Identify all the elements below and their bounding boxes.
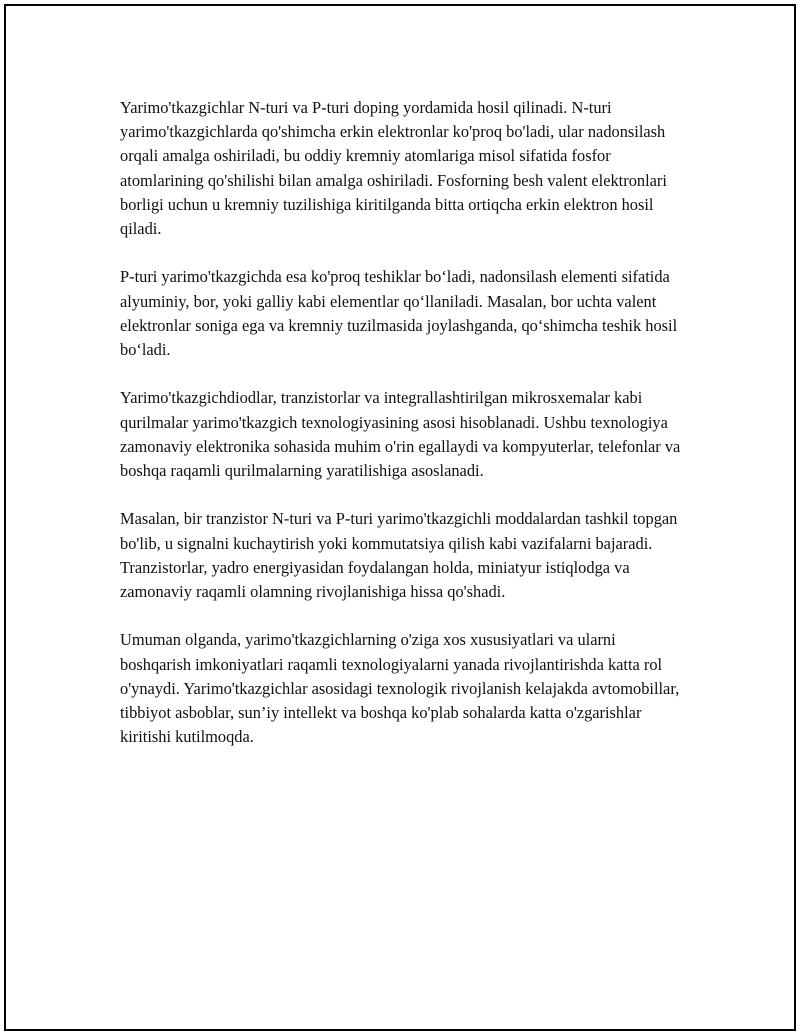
paragraph-3: Yarimo'tkazgichdiodlar, tranzistorlar va integrallashtirilgan mikrosxemalar kabi qurilmalar yarimo'tkazgich texnologiyasining asosi hisoblanadi. Ushbu texnologiya zamonaviy elektronika sohasida muhim o'rin egallaydi va kompyuterlar, telefonlar va boshqa raqamli qurilmalarning yaratilishiga asoslanadi. [120,388,681,481]
paragraph-2: P-turi yarimo'tkazgichda esa ko'proq teshiklar boʻladi, nadonsilash elementi sifatida alyuminiy, bor, yoki galliy kabi elementlar qoʻllaniladi. Masalan, bor uchta valent elektronlar soniga ega va kremniy tuzilmasida joylashganda, qoʻshimcha teshik hosil boʻladi. [120,267,678,360]
paragraph-4: Masalan, bir tranzistor N-turi va P-turi yarimo'tkazgichli moddalardan tashkil topgan bo'lib, u signalni kuchaytirish yoki kommutatsiya qilish kabi vazifalarni bajaradi. Tranzistorlar, yadro energiyasidan foydalangan holda, miniatyur istiqlodga va zamonaviy raqamli olamning rivojlanishiga hissa qo'shadi. [120,509,678,602]
document-page [4,4,796,1031]
paragraph-1: Yarimo'tkazgichlar N-turi va P-turi doping yordamida hosil qilinadi. N-turi yarimo'tkazgichlarda qo'shimcha erkin elektronlar ko'proq bo'ladi, ular nadonsilash orqali amalga oshiriladi, bu oddiy kremniy atomlariga misol sifatida fosfor atomlarining qo'shilishi bilan amalga oshiriladi. Fosforning besh valent elektronlari borligi uchun u kremniy tuzilishiga kiritilganda bitta ortiqcha erkin elektron hosil qiladi. [120,98,667,239]
paragraph-5: Umuman olganda, yarimo'tkazgichlarning o'ziga xos xususiyatlari va ularni boshqarish imkoniyatlari raqamli texnologiyalarni yanada rivojlantirishda katta rol o'ynaydi. Yarimo'tkazgichlar asosidagi texnologik rivojlanish kelajakda avtomobillar, tibbiyot asboblar, sun’iy intellekt va boshqa ko'plab sohalarda katta o'zgarishlar kiritishi kutilmoqda. [120,630,680,747]
document-body [120,96,690,774]
